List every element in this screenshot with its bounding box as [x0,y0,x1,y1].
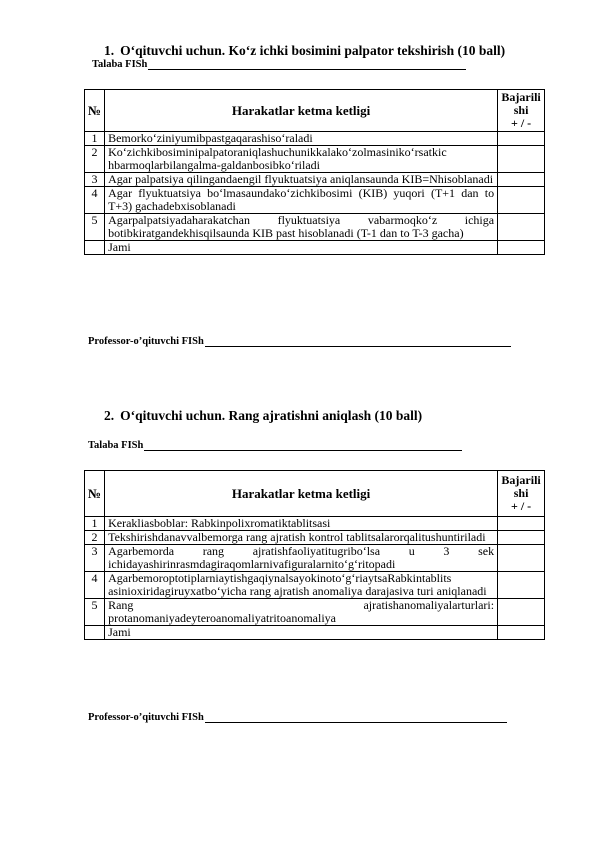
row-action: Ko‘zichkibosiminipalpatoraniqlashuchunikkalako‘zolmasiniko‘rsatkic hbarmoqlarbilangalma-galdanbosibko‘riladi [105,146,498,173]
table-row [85,146,545,173]
row-no [85,626,105,640]
table-total-row [85,626,545,640]
section2-heading [104,408,422,424]
section1-heading [104,43,505,59]
row-no: 2 [85,146,105,173]
row-done-cell[interactable] [498,626,545,640]
row-no: 5 [85,599,105,626]
section2-number: 2. [104,408,115,423]
header-done-line3: + / - [510,116,532,130]
section2-student-label: Talaba FISh [88,440,144,451]
section1-professor-line [88,336,511,347]
row-done-cell[interactable] [498,599,545,626]
table-header-row [85,90,545,132]
section2-table [84,470,545,640]
section2-professor-label: Professor-o’qituvchi FISh [88,712,204,723]
table-row [85,572,545,599]
table-row [85,173,545,187]
section1-table [84,89,545,255]
row-action-total: Jami [105,241,498,255]
section2-student-field[interactable] [144,440,462,451]
row-action: Rang ajratishanomaliyalarturlari: protanomaniyadeyteroanomaliyatritoanomaliya [105,599,498,626]
header-action: Harakatlar ketma ketligi [105,90,498,132]
row-no: 2 [85,531,105,545]
row-action: Bemorko‘ziniyumibpastgaqarashiso‘raladi [105,132,498,146]
section2-student-line [88,440,462,451]
header-done-line2: shi [513,103,529,117]
row-done-cell[interactable] [498,517,545,531]
section1-professor-label: Professor-o’qituvchi FISh [88,336,204,347]
table-row [85,531,545,545]
row-no [85,241,105,255]
row-no: 1 [85,517,105,531]
section1-title: O‘qituvchi uchun. Ko‘z ichki bosimini palpator tekshirish (10 ball) [120,43,506,58]
table-row [85,545,545,572]
section2-professor-field[interactable] [205,712,507,723]
row-no: 4 [85,187,105,214]
header-done-line2: shi [513,486,529,500]
row-no: 5 [85,214,105,241]
table-row [85,599,545,626]
table-row [85,187,545,214]
row-action: Kerakliasboblar: Rabkinpolixromatiktablitsasi [105,517,498,531]
section1-student-field[interactable] [148,59,466,70]
row-action: Agar palpatsiya qilingandaengil flyuktuatsiya aniqlansaunda KIB=Nhisoblanadi [105,173,498,187]
row-action: Agarbemoroptotiplarniaytishgaqiynalsayokinoto‘g‘riaytsaRabkintablits asinioxiridagiruyxatbo‘yicha rang ajratish anomaliya darajasiva turi aniqlanadi [105,572,498,599]
row-action: Tekshirishdanavvalbemorga rang ajratish kontrol tablitsalarorqalitushuntiriladi [105,531,498,545]
row-no: 1 [85,132,105,146]
row-done-cell[interactable] [498,241,545,255]
row-done-cell[interactable] [498,572,545,599]
header-no: № [85,90,105,132]
header-done [498,90,545,132]
row-done-cell[interactable] [498,173,545,187]
row-action-total: Jami [105,626,498,640]
header-done [498,471,545,517]
row-done-cell[interactable] [498,214,545,241]
section1-student-label: Talaba FISh [92,59,148,70]
table-row [85,132,545,146]
header-action: Harakatlar ketma ketligi [105,471,498,517]
header-done-line3: + / - [510,499,532,513]
table-row [85,214,545,241]
row-action: Agar flyuktuatsiya bo‘lmasaundako‘zichkibosimi (KIB) yuqori (T+1 dan to T+3) gachadebxisoblanadi [105,187,498,214]
section2-professor-line [88,712,507,723]
header-no: № [85,471,105,517]
table-row [85,517,545,531]
section1-professor-field[interactable] [205,336,511,347]
section1-number: 1. [104,43,115,58]
row-done-cell[interactable] [498,545,545,572]
row-action: Agarpalpatsiyadaharakatchan flyuktuatsiya vabarmoqko‘z ichiga botibkiratgandekhisqilsaunda KIB past hisoblanadi (T-1 dan to T-3 gacha) [105,214,498,241]
table-total-row [85,241,545,255]
section2-title: O‘qituvchi uchun. Rang ajratishni aniqlash (10 ball) [120,408,423,423]
section1-student-line [92,59,466,70]
row-done-cell[interactable] [498,187,545,214]
header-done-line1: Bajarili [501,90,541,104]
row-done-cell[interactable] [498,132,545,146]
row-no: 4 [85,572,105,599]
row-action: Agarbemorda rang ajratishfaoliyatitugribo‘lsa u 3 sek ichidayashirinrasmdagiraqomlarnivafiguralarnito‘g‘ritopadi [105,545,498,572]
table-header-row [85,471,545,517]
row-done-cell[interactable] [498,146,545,173]
row-no: 3 [85,545,105,572]
row-no: 3 [85,173,105,187]
row-done-cell[interactable] [498,531,545,545]
header-done-line1: Bajarili [501,473,541,487]
